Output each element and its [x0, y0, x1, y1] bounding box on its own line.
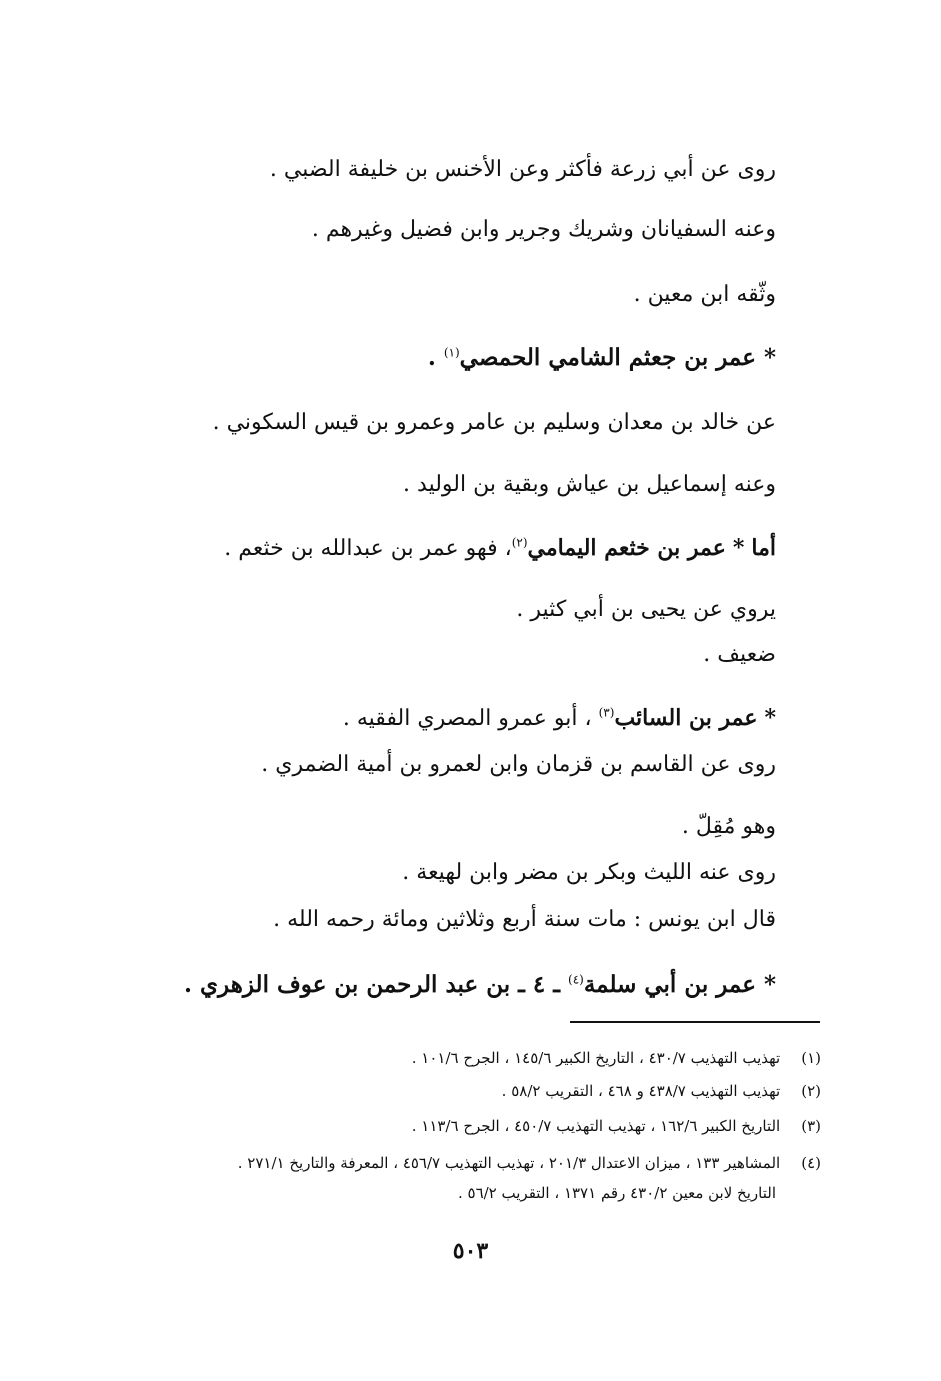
footnote-separator [570, 1021, 820, 1023]
footnote [412, 1047, 821, 1069]
body-line: روى عن القاسم بن قزمان وابن لعمرو بن أمية الضمري . [261, 752, 776, 777]
footnote-number: (٢) [801, 1082, 821, 1100]
entry-heading [224, 533, 776, 564]
body-line: روى عنه الليث وبكر بن مضر وابن لهيعة . [402, 860, 776, 885]
body-line: وعنه إسماعيل بن عياش وبقية بن الوليد . [403, 472, 776, 497]
footnote [238, 1152, 821, 1174]
entry-star: * [732, 535, 745, 561]
entry-prefix: أما [751, 535, 776, 561]
entry-star: * [763, 344, 776, 371]
entry-star: * [763, 971, 776, 998]
body-line: روى عن أبي زرعة فأكثر وعن الأخنس بن خليفة الضبي . [269, 157, 776, 182]
entry-tail: ، أبو عمرو المصري الفقيه . [342, 706, 599, 731]
body-line: قال ابن يونس : مات سنة أربع وثلاثين ومائة رحمه الله . [273, 907, 776, 932]
footnote-ref: (٣) [598, 705, 615, 720]
footnote-number: (٤) [801, 1154, 821, 1172]
entry-heading [343, 703, 776, 734]
body-line: وعنه السفيانان وشريك وجرير وابن فضيل وغيرهم . [311, 217, 776, 242]
entry-name: عمر بن جعثم الشامي الحمصي [459, 344, 756, 371]
footnote-continuation: التاريخ لابن معين ٤٣٠/٢ رقم ١٣٧١ ، التقريب ٥٦/٢ . [457, 1184, 776, 1202]
entry-heading [184, 970, 776, 1000]
footnote [412, 1115, 821, 1137]
body-line: يروي عن يحيى بن أبي كثير . [516, 597, 776, 622]
footnote-text: المشاهير ١٣٣ ، ميزان الاعتدال ٢٠١/٣ ، تهذيب التهذيب ٤٥٦/٧ ، المعرفة والتاريخ ٢٧١/١ . [237, 1154, 781, 1172]
footnote-ref: (١) [443, 345, 460, 360]
footnote-text: التاريخ الكبير ١٦٢/٦ ، تهذيب التهذيب ٤٥٠/٧ ، الجرح ١١٣/٦ . [411, 1117, 781, 1135]
footnote-text: تهذيب التهذيب ٤٣٨/٧ و ٤٦٨ ، التقريب ٥٨/٢ . [501, 1082, 781, 1100]
entry-name: عمر بن خثعم اليمامي [527, 535, 726, 561]
entry-star: * [764, 705, 776, 731]
entry-name: عمر بن أبي سلمة [583, 971, 756, 998]
body-line: وهو مُقِلّ . [681, 814, 776, 839]
footnote-number: (٣) [801, 1117, 821, 1135]
footnote-ref: (٤) [568, 972, 584, 987]
page-number: ٥٠٣ [452, 1238, 489, 1264]
entry-tail: ـ ٤ ـ بن عبد الرحمن بن عوف الزهري . [184, 971, 568, 998]
body-line: عن خالد بن معدان وسليم بن عامر وعمرو بن قيس السكوني . [212, 410, 776, 435]
body-line: ضعيف . [703, 642, 776, 667]
footnote [502, 1080, 821, 1102]
body-line: وثّقه ابن معين . [633, 282, 776, 307]
entry-tail: ، فهو عمر بن عبدالله بن خثعم . [224, 536, 512, 561]
footnote-number: (١) [801, 1049, 821, 1067]
entry-name: عمر بن السائب [614, 705, 758, 731]
footnote-text: تهذيب التهذيب ٤٣٠/٧ ، التاريخ الكبير ١٤٥/٦ ، الجرح ١٠١/٦ . [411, 1049, 781, 1067]
entry-heading [428, 343, 776, 373]
entry-tail: . [427, 344, 444, 371]
footnote-ref: (٢) [511, 535, 528, 550]
